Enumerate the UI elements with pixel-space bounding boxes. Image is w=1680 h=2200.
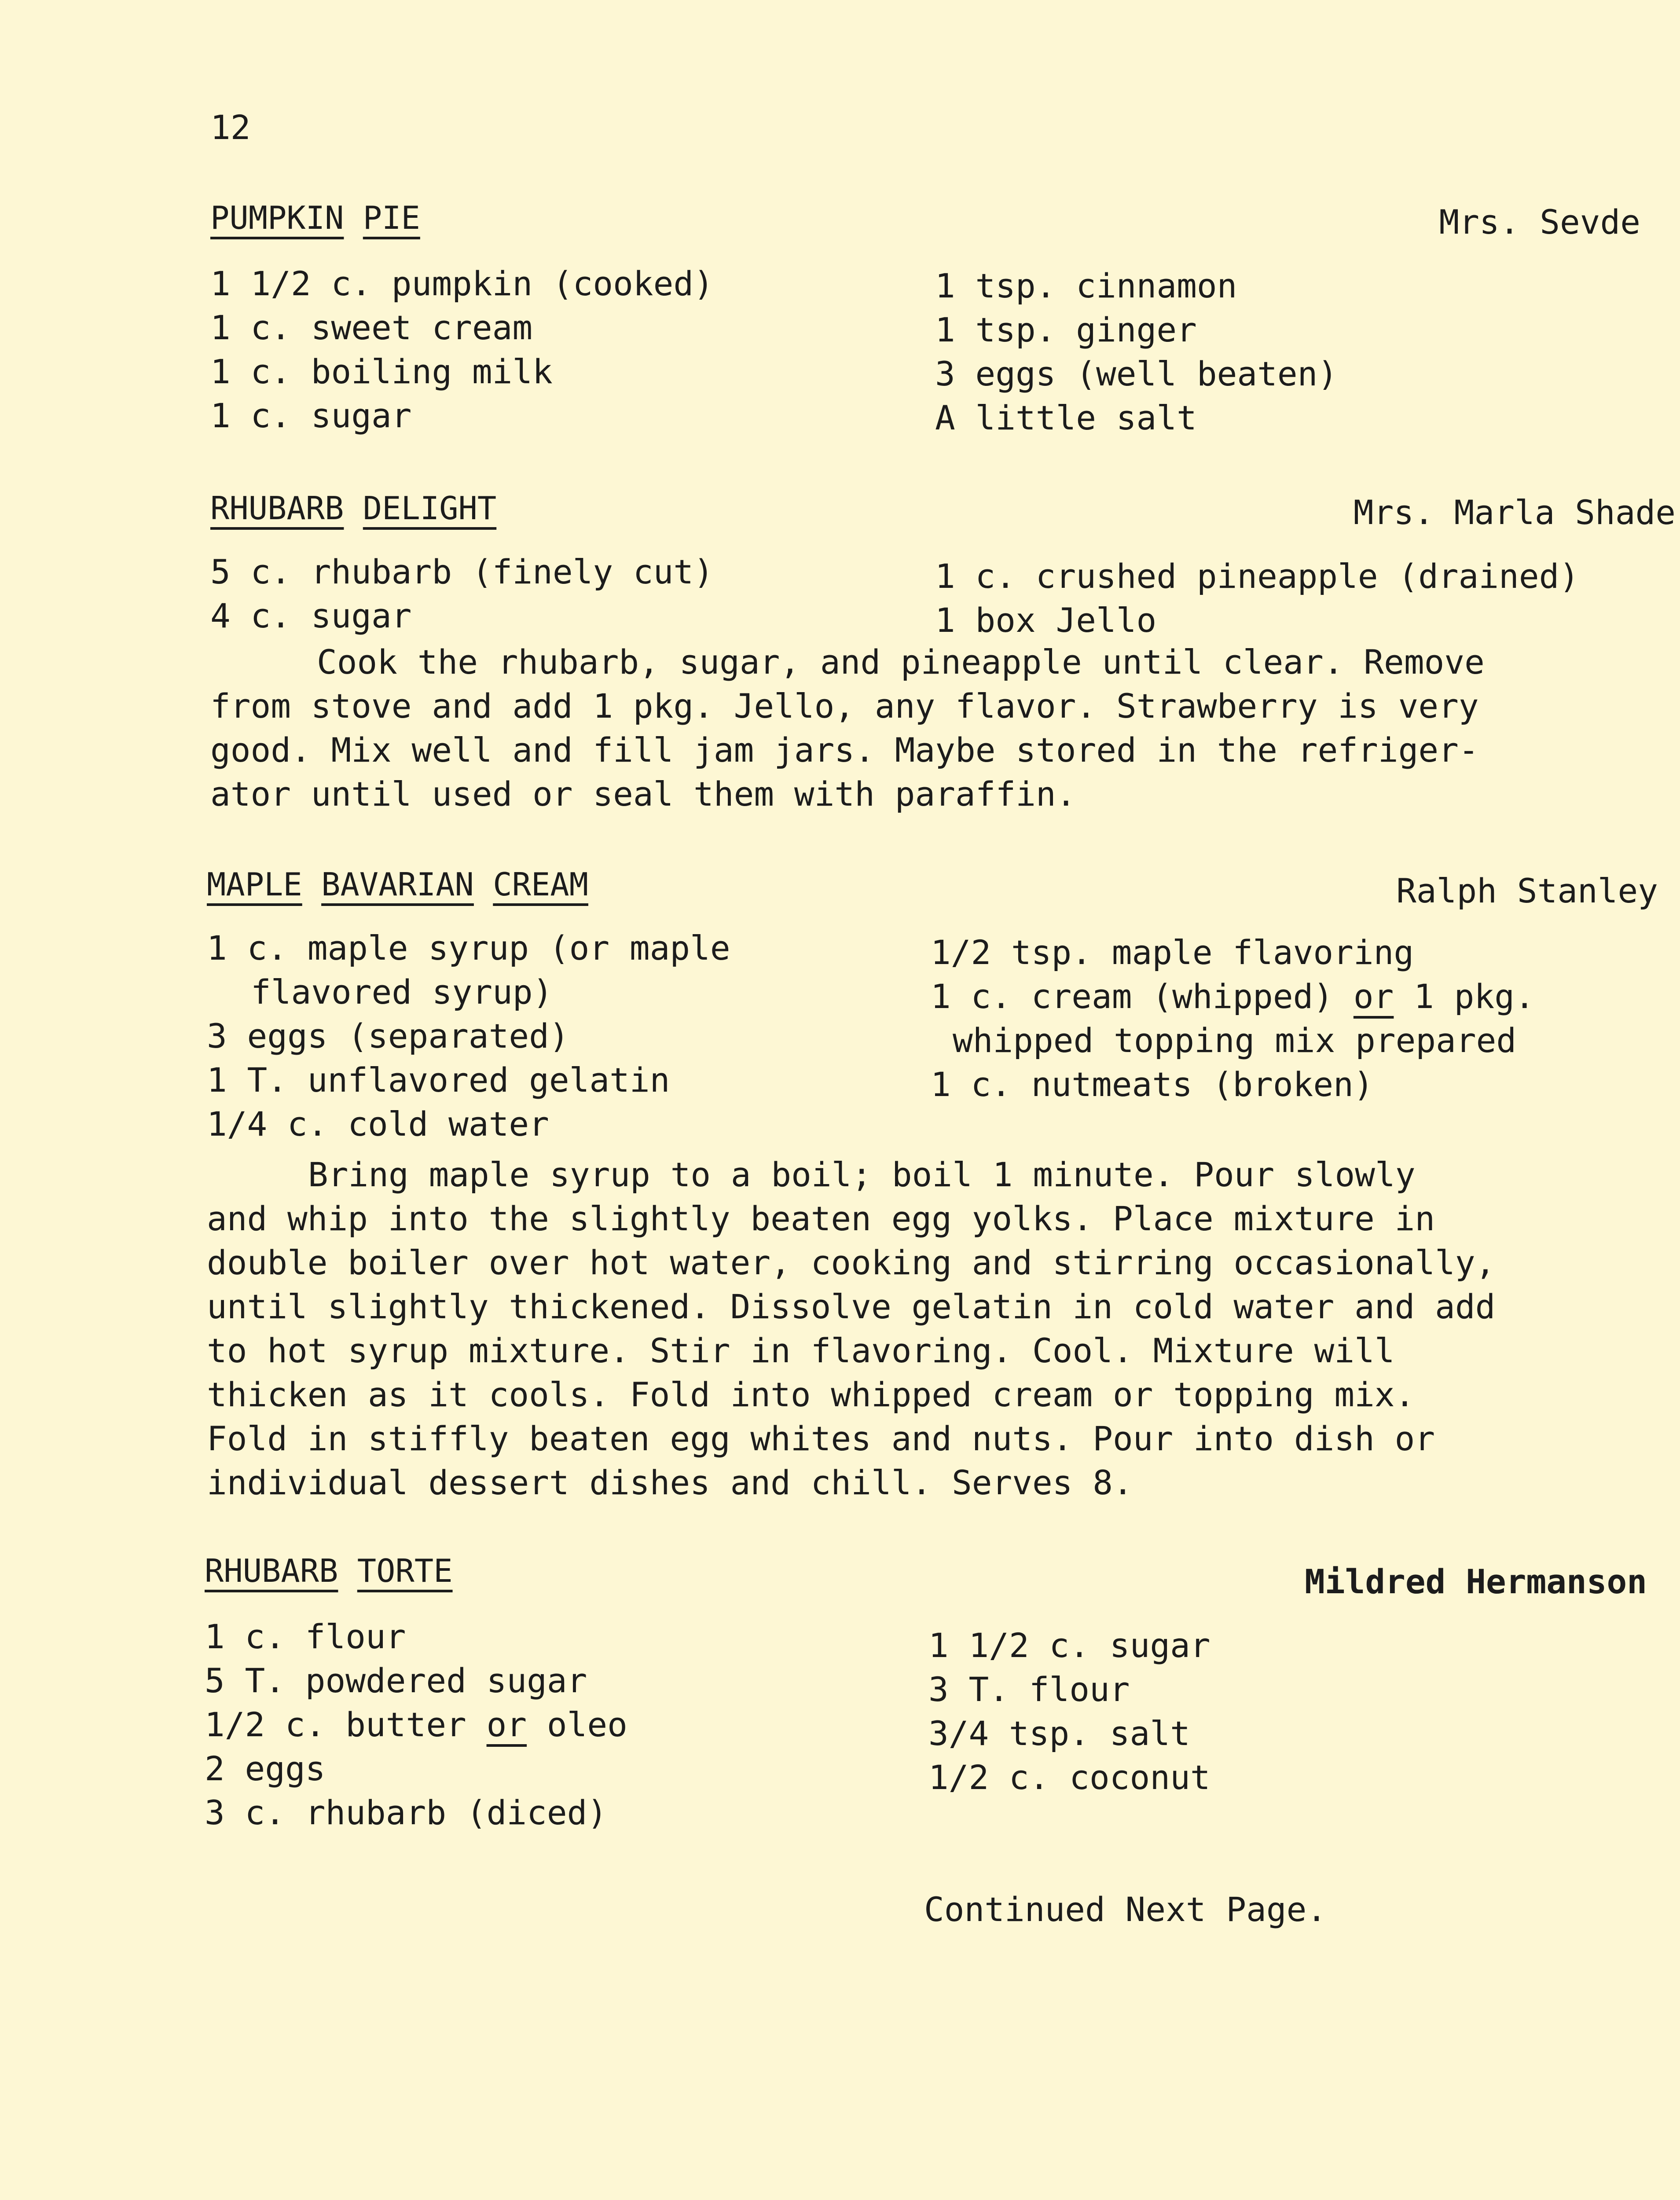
ingredient-text: 1 pkg. — [1414, 977, 1535, 1016]
directions-line: thicken as it cools. Fold into whipped cream or topping mix. — [207, 1375, 1415, 1414]
recipe-title — [207, 862, 588, 906]
ingredient: 3 c. rhubarb (diced) — [205, 1793, 608, 1832]
ingredient: 1 c. sugar — [210, 396, 412, 435]
ingredient — [931, 975, 1535, 1019]
ingredient-text: 1 c. cream (whipped) — [931, 977, 1334, 1016]
ingredient-text: oleo — [547, 1705, 627, 1744]
ingredient: 1 c. boiling milk — [210, 352, 553, 391]
recipe-author: Mildred Hermanson — [1305, 1562, 1647, 1601]
ingredient: whipped topping mix prepared — [953, 1021, 1517, 1060]
or-underlined: or — [1353, 977, 1394, 1016]
directions-line: double boiler over hot water, cooking and stirring occasionally, — [207, 1243, 1496, 1282]
directions-line: from stove and add 1 pkg. Jello, any flavor. Strawberry is very — [210, 686, 1479, 726]
directions-line: good. Mix well and fill jam jars. Maybe stored in the refriger- — [210, 730, 1479, 770]
ingredient: 5 c. rhubarb (finely cut) — [210, 552, 714, 591]
ingredient: 1 c. crushed pineapple (drained) — [935, 557, 1580, 596]
title-word: CREAM — [493, 866, 588, 903]
ingredient: flavored syrup) — [251, 972, 553, 1012]
ingredient: 4 c. sugar — [210, 596, 412, 635]
ingredient: 1 T. unflavored gelatin — [207, 1060, 670, 1100]
recipe-title — [205, 1549, 453, 1593]
directions-line: to hot syrup mixture. Stir in flavoring. Cool. Mixture will — [207, 1331, 1395, 1370]
title-word: RHUBARB — [210, 490, 344, 527]
ingredient: 1 c. sweet cream — [210, 308, 533, 347]
ingredient: 5 T. powdered sugar — [205, 1661, 587, 1700]
recipe-author: Mrs. Sevde — [1439, 202, 1640, 242]
title-word: RHUBARB — [205, 1552, 338, 1589]
directions-line: Fold in stiffly beaten egg whites and nuts. Pour into dish or — [207, 1419, 1435, 1458]
directions-line: Cook the rhubarb, sugar, and pineapple until clear. Remove — [317, 642, 1485, 682]
or-underlined: or — [486, 1705, 527, 1744]
directions-line: individual dessert dishes and chill. Serves 8. — [207, 1463, 1133, 1502]
title-word: DELIGHT — [363, 490, 497, 527]
ingredient: A little salt — [935, 398, 1197, 437]
ingredient: 3 eggs (separated) — [207, 1016, 569, 1056]
ingredient: 1 tsp. ginger — [935, 310, 1197, 349]
ingredient: 3 T. flour — [928, 1670, 1130, 1709]
ingredient-text: 1/2 c. butter — [205, 1705, 466, 1744]
recipe-author: Mrs. Marla Shade — [1353, 493, 1676, 532]
recipe-title — [210, 196, 420, 240]
title-word: PIE — [363, 199, 420, 236]
ingredient — [205, 1703, 627, 1747]
directions-line: until slightly thickened. Dissolve gelatin in cold water and add — [207, 1287, 1496, 1326]
ingredient: 1 c. maple syrup (or maple — [207, 928, 730, 968]
title-word: MAPLE — [207, 866, 302, 903]
ingredient: 1 1/2 c. sugar — [928, 1626, 1210, 1665]
ingredient: 1/2 tsp. maple flavoring — [931, 933, 1414, 972]
recipe-author: Ralph Stanley — [1396, 871, 1658, 910]
ingredient: 2 eggs — [205, 1749, 326, 1788]
ingredient: 1/2 c. coconut — [928, 1758, 1210, 1797]
ingredient: 3 eggs (well beaten) — [935, 354, 1338, 393]
ingredient: 3/4 tsp. salt — [928, 1714, 1190, 1753]
title-word: TORTE — [357, 1552, 453, 1589]
recipe-title — [210, 486, 496, 530]
ingredient: 1 tsp. cinnamon — [935, 266, 1237, 305]
ingredient: 1 box Jello — [935, 601, 1157, 640]
continued-note: Continued Next Page. — [924, 1890, 1327, 1929]
ingredient: 1 c. flour — [205, 1617, 406, 1656]
directions-line: Bring maple syrup to a boil; boil 1 minute. Pour slowly — [308, 1155, 1416, 1194]
ingredient: 1 1/2 c. pumpkin (cooked) — [210, 264, 714, 303]
title-word: BAVARIAN — [321, 866, 474, 903]
ingredient: 1 c. nutmeats (broken) — [931, 1065, 1374, 1104]
directions-line: ator until used or seal them with paraffin. — [210, 774, 1076, 814]
page-number: 12 — [210, 108, 251, 147]
directions-line: and whip into the slightly beaten egg yolks. Place mixture in — [207, 1199, 1435, 1238]
title-word: PUMPKIN — [210, 199, 344, 236]
ingredient: 1/4 c. cold water — [207, 1104, 549, 1144]
